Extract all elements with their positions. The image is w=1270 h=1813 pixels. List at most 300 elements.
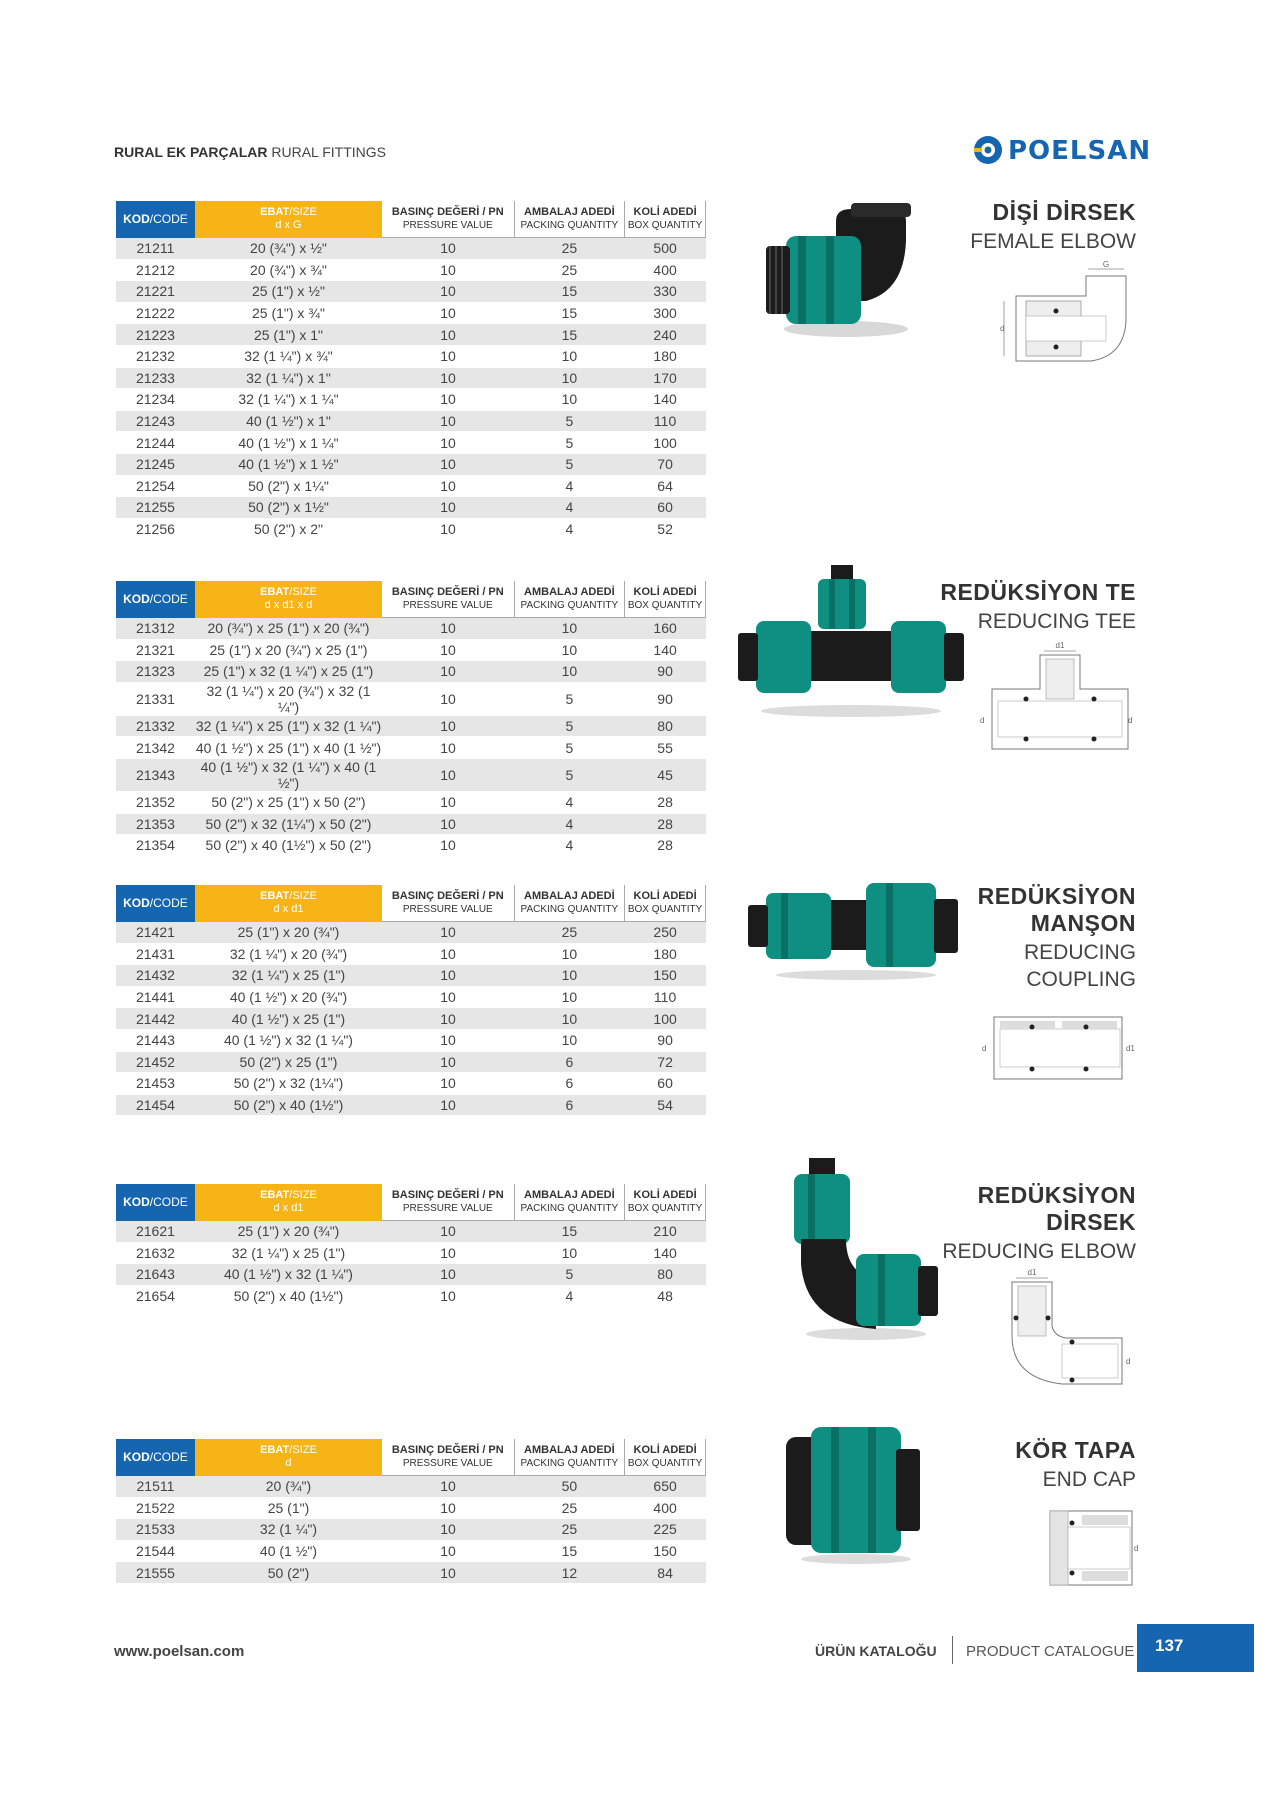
cell-box: 400 <box>625 259 706 281</box>
cell-pressure: 10 <box>382 324 514 346</box>
poelsan-logo <box>972 134 1152 166</box>
cell-size: 25 (1") x 20 (¾") <box>195 922 382 944</box>
cell-packing: 4 <box>514 518 625 540</box>
cell-packing: 10 <box>514 367 625 389</box>
reducing-coupling-photo <box>746 875 966 985</box>
table-row <box>116 922 706 944</box>
cell-pressure: 10 <box>382 238 514 260</box>
table-row <box>116 1476 706 1498</box>
cell-packing: 6 <box>514 1073 625 1095</box>
cell-packing: 10 <box>514 661 625 683</box>
header-packing: AMBALAJ ADEDİ PACKING QUANTITY <box>514 885 625 922</box>
cell-code: 21353 <box>116 813 195 835</box>
cell-pressure: 10 <box>382 791 514 813</box>
cell-pressure: 10 <box>382 389 514 411</box>
cell-box: 140 <box>625 639 706 661</box>
table-row <box>116 1562 706 1584</box>
table-row <box>116 618 706 640</box>
header-code: KOD/CODE <box>116 1439 195 1476</box>
spec-table <box>116 201 706 540</box>
cell-code: 21352 <box>116 791 195 813</box>
cell-code: 21342 <box>116 737 195 759</box>
cell-packing: 6 <box>514 1051 625 1073</box>
cell-box: 55 <box>625 737 706 759</box>
table-row <box>116 813 706 835</box>
cell-pressure: 10 <box>382 813 514 835</box>
cell-code: 21233 <box>116 367 195 389</box>
cell-box: 650 <box>625 1476 706 1498</box>
cell-box: 90 <box>625 1029 706 1051</box>
spec-table <box>116 885 706 1116</box>
header-packing: AMBALAJ ADEDİ PACKING QUANTITY <box>514 1439 625 1476</box>
cell-packing: 10 <box>514 618 625 640</box>
cell-box: 170 <box>625 367 706 389</box>
cell-code: 21643 <box>116 1264 195 1286</box>
cell-pressure: 10 <box>382 737 514 759</box>
product-title-tr: REDÜKSİYON <box>977 1182 1136 1208</box>
cell-size: 32 (1 ¼") <box>195 1519 382 1541</box>
cell-size: 32 (1 ¼") x 20 (¾") <box>195 943 382 965</box>
cell-pressure: 10 <box>382 518 514 540</box>
cell-box: 48 <box>625 1285 706 1307</box>
cell-pressure: 10 <box>382 1540 514 1562</box>
table-row <box>116 1029 706 1051</box>
table-row <box>116 1051 706 1073</box>
cell-size: 32 (1 ¼") x 1" <box>195 367 382 389</box>
cell-size: 40 (1 ½") x 25 (1") <box>195 1008 382 1030</box>
cell-box: 400 <box>625 1497 706 1519</box>
diagram-label-d1: d1 <box>1126 1044 1135 1053</box>
cell-code: 21331 <box>116 682 195 715</box>
table-row <box>116 432 706 454</box>
cell-size: 40 (1 ½") x 32 (1 ¼") <box>195 1264 382 1286</box>
table-row <box>116 410 706 432</box>
cell-packing: 4 <box>514 813 625 835</box>
reducing-elbow-diagram <box>1002 1266 1136 1392</box>
section-reducing-coupling <box>116 885 1136 1135</box>
cell-size: 50 (2") x 2" <box>195 518 382 540</box>
page-number: 137 <box>1155 1636 1184 1655</box>
header-size: EBAT/SIZE d x d1 x d <box>195 581 382 618</box>
cell-size: 50 (2") x 25 (1") x 50 (2") <box>195 791 382 813</box>
cell-pressure: 10 <box>382 922 514 944</box>
table-row <box>116 324 706 346</box>
section-end-cap <box>116 1437 1139 1619</box>
table-row <box>116 1008 706 1030</box>
cell-box: 140 <box>625 1242 706 1264</box>
cell-packing: 5 <box>514 453 625 475</box>
product-title-en: END CAP <box>1042 1468 1136 1491</box>
cell-box: 500 <box>625 238 706 260</box>
cell-packing: 10 <box>514 345 625 367</box>
product-title-tr: KÖR TAPA <box>1015 1437 1136 1463</box>
cell-packing: 25 <box>514 238 625 260</box>
cell-code: 21323 <box>116 661 195 683</box>
cell-box: 84 <box>625 1562 706 1584</box>
cell-box: 90 <box>625 661 706 683</box>
cell-code: 21443 <box>116 1029 195 1051</box>
cell-box: 240 <box>625 324 706 346</box>
cell-size: 40 (1 ½") <box>195 1540 382 1562</box>
header-pressure: BASINÇ DEĞERİ / PN PRESSURE VALUE <box>382 201 514 238</box>
cell-pressure: 10 <box>382 453 514 475</box>
cell-pressure: 10 <box>382 1221 514 1243</box>
cell-code: 21211 <box>116 238 195 260</box>
cell-pressure: 10 <box>382 943 514 965</box>
cell-box: 54 <box>625 1094 706 1116</box>
table-row <box>116 345 706 367</box>
spec-table <box>116 1439 706 1584</box>
cell-box: 64 <box>625 475 706 497</box>
header-pressure: BASINÇ DEĞERİ / PN PRESSURE VALUE <box>382 581 514 618</box>
footer-divider <box>952 1636 953 1664</box>
cell-packing: 4 <box>514 497 625 519</box>
table-row <box>116 259 706 281</box>
cell-pressure: 10 <box>382 618 514 640</box>
cell-pressure: 10 <box>382 835 514 857</box>
diagram-label-d: d <box>982 1044 987 1053</box>
cell-code: 21555 <box>116 1562 195 1584</box>
product-title-tr-line2: DİRSEK <box>1046 1209 1136 1235</box>
cell-packing: 10 <box>514 1029 625 1051</box>
table-row <box>116 835 706 857</box>
cell-size: 25 (1") x ½" <box>195 281 382 303</box>
cell-packing: 10 <box>514 986 625 1008</box>
cell-pressure: 10 <box>382 1073 514 1095</box>
header-size: EBAT/SIZE d <box>195 1439 382 1476</box>
cell-code: 21212 <box>116 259 195 281</box>
cell-size: 32 (1 ¼") x 25 (1") <box>195 965 382 987</box>
cell-packing: 5 <box>514 737 625 759</box>
cell-packing: 10 <box>514 1242 625 1264</box>
cell-pressure: 10 <box>382 1476 514 1498</box>
cell-box: 180 <box>625 345 706 367</box>
table-row <box>116 518 706 540</box>
table-row <box>116 453 706 475</box>
table-row <box>116 1221 706 1243</box>
header-code: KOD/CODE <box>116 201 195 238</box>
cell-pressure: 10 <box>382 1285 514 1307</box>
cell-code: 21632 <box>116 1242 195 1264</box>
cell-code: 21245 <box>116 453 195 475</box>
cell-code: 21254 <box>116 475 195 497</box>
cell-code: 21244 <box>116 432 195 454</box>
cell-code: 21312 <box>116 618 195 640</box>
cell-packing: 50 <box>514 1476 625 1498</box>
cell-box: 70 <box>625 453 706 475</box>
reducing-tee-photo <box>736 561 966 721</box>
cell-packing: 5 <box>514 715 625 737</box>
section-reducing-tee <box>116 579 1136 854</box>
spec-table <box>116 581 706 857</box>
reducing-elbow-photo <box>756 1154 956 1354</box>
header-size: EBAT/SIZE d x d1 <box>195 885 382 922</box>
cell-pressure: 10 <box>382 1497 514 1519</box>
cell-pressure: 10 <box>382 1519 514 1541</box>
cell-box: 160 <box>625 618 706 640</box>
header-code: KOD/CODE <box>116 1184 195 1221</box>
cell-packing: 4 <box>514 1285 625 1307</box>
cell-pressure: 10 <box>382 259 514 281</box>
cell-pressure: 10 <box>382 1264 514 1286</box>
cell-pressure: 10 <box>382 345 514 367</box>
logo-mark-icon <box>972 134 1006 166</box>
header-pressure: BASINÇ DEĞERİ / PN PRESSURE VALUE <box>382 885 514 922</box>
table-row <box>116 639 706 661</box>
table-row <box>116 1094 706 1116</box>
cell-code: 21321 <box>116 639 195 661</box>
table-row <box>116 1519 706 1541</box>
table-row <box>116 1242 706 1264</box>
product-title-tr: REDÜKSİYON <box>977 883 1136 909</box>
table-row <box>116 715 706 737</box>
table-row <box>116 682 706 715</box>
cell-packing: 4 <box>514 475 625 497</box>
page-title: RURAL EK PARÇALAR RURAL FITTINGS <box>114 144 386 160</box>
table-row <box>116 302 706 324</box>
page-number-box <box>1137 1624 1254 1672</box>
cell-box: 180 <box>625 943 706 965</box>
cell-size: 25 (1") x 20 (¾") x 25 (1") <box>195 639 382 661</box>
reducing-tee-diagram <box>978 639 1136 769</box>
cell-code: 21421 <box>116 922 195 944</box>
cell-size: 25 (1") x ¾" <box>195 302 382 324</box>
cell-code: 21654 <box>116 1285 195 1307</box>
cell-box: 80 <box>625 715 706 737</box>
female-elbow-photo <box>756 201 956 351</box>
diagram-label-d-left: d <box>980 716 985 725</box>
cell-size: 32 (1 ¼") x 25 (1") x 32 (1 ¼") <box>195 715 382 737</box>
cell-box: 52 <box>625 518 706 540</box>
cell-box: 250 <box>625 922 706 944</box>
table-row <box>116 238 706 260</box>
cell-code: 21343 <box>116 758 195 791</box>
cell-size: 40 (1 ½") x 20 (¾") <box>195 986 382 1008</box>
cell-box: 140 <box>625 389 706 411</box>
cell-size: 25 (1") x 1" <box>195 324 382 346</box>
cell-pressure: 10 <box>382 682 514 715</box>
cell-packing: 10 <box>514 943 625 965</box>
cell-size: 50 (2") x 32 (1¼") x 50 (2") <box>195 813 382 835</box>
header-code: KOD/CODE <box>116 581 195 618</box>
cell-box: 100 <box>625 1008 706 1030</box>
cell-code: 21544 <box>116 1540 195 1562</box>
cell-code: 21256 <box>116 518 195 540</box>
product-title-tr: REDÜKSİYON TE <box>940 579 1136 605</box>
product-title-en: REDUCING <box>1023 941 1136 964</box>
cell-packing: 15 <box>514 302 625 324</box>
cell-code: 21234 <box>116 389 195 411</box>
cell-code: 21522 <box>116 1497 195 1519</box>
cell-box: 80 <box>625 1264 706 1286</box>
product-title-en: REDUCING TEE <box>977 610 1136 633</box>
header-box: KOLİ ADEDİ BOX QUANTITY <box>625 1184 706 1221</box>
cell-box: 28 <box>625 791 706 813</box>
cell-size: 32 (1 ¼") x 25 (1") <box>195 1242 382 1264</box>
cell-packing: 4 <box>514 791 625 813</box>
cell-pressure: 10 <box>382 281 514 303</box>
cell-pressure: 10 <box>382 302 514 324</box>
cell-size: 32 (1 ¼") x 20 (¾") x 32 (1 ¼") <box>195 682 382 715</box>
cell-pressure: 10 <box>382 410 514 432</box>
product-title-tr-line2: MANŞON <box>1030 910 1136 936</box>
cell-size: 20 (¾") x 25 (1") x 20 (¾") <box>195 618 382 640</box>
table-row <box>116 389 706 411</box>
cell-box: 150 <box>625 1540 706 1562</box>
cell-size: 40 (1 ½") x 1 ½" <box>195 453 382 475</box>
cell-pressure: 10 <box>382 475 514 497</box>
cell-code: 21223 <box>116 324 195 346</box>
table-row <box>116 758 706 791</box>
table-row <box>116 943 706 965</box>
cell-box: 28 <box>625 813 706 835</box>
cell-code: 21442 <box>116 1008 195 1030</box>
cell-packing: 10 <box>514 965 625 987</box>
cell-code: 21454 <box>116 1094 195 1116</box>
header-pressure: BASINÇ DEĞERİ / PN PRESSURE VALUE <box>382 1184 514 1221</box>
cell-pressure: 10 <box>382 1051 514 1073</box>
header-size: EBAT/SIZE d x G <box>195 201 382 238</box>
cell-code: 21453 <box>116 1073 195 1095</box>
cell-size: 50 (2") <box>195 1562 382 1584</box>
cell-pressure: 10 <box>382 432 514 454</box>
cell-box: 330 <box>625 281 706 303</box>
diagram-label-d: d <box>1126 1357 1131 1366</box>
cell-size: 50 (2") x 1½" <box>195 497 382 519</box>
cell-size: 40 (1 ½") x 1" <box>195 410 382 432</box>
diagram-label-d1: d1 <box>1055 641 1065 650</box>
cell-packing: 25 <box>514 922 625 944</box>
cell-code: 21441 <box>116 986 195 1008</box>
logo-text: POELSAN <box>1008 136 1152 166</box>
header-packing: AMBALAJ ADEDİ PACKING QUANTITY <box>514 1184 625 1221</box>
cell-box: 90 <box>625 682 706 715</box>
cell-code: 21431 <box>116 943 195 965</box>
header-box: KOLİ ADEDİ BOX QUANTITY <box>625 201 706 238</box>
diagram-label-d: d <box>1134 1544 1139 1553</box>
cell-box: 100 <box>625 432 706 454</box>
cell-code: 21221 <box>116 281 195 303</box>
cell-pressure: 10 <box>382 1008 514 1030</box>
end-cap-diagram <box>1042 1505 1142 1591</box>
cell-packing: 25 <box>514 259 625 281</box>
table-row <box>116 1540 706 1562</box>
cell-size: 25 (1") <box>195 1497 382 1519</box>
cell-packing: 15 <box>514 1221 625 1243</box>
cell-box: 300 <box>625 302 706 324</box>
cell-code: 21222 <box>116 302 195 324</box>
reducing-coupling-diagram <box>982 1007 1138 1089</box>
end-cap-photo <box>776 1419 936 1569</box>
cell-code: 21432 <box>116 965 195 987</box>
cell-packing: 5 <box>514 1264 625 1286</box>
cell-pressure: 10 <box>382 367 514 389</box>
cell-box: 110 <box>625 410 706 432</box>
header-box: KOLİ ADEDİ BOX QUANTITY <box>625 885 706 922</box>
cell-size: 40 (1 ½") x 25 (1") x 40 (1 ½") <box>195 737 382 759</box>
cell-size: 20 (¾") x ¾" <box>195 259 382 281</box>
header-packing: AMBALAJ ADEDİ PACKING QUANTITY <box>514 581 625 618</box>
cell-pressure: 10 <box>382 661 514 683</box>
website-link[interactable]: www.poelsan.com <box>114 1643 245 1660</box>
cell-box: 28 <box>625 835 706 857</box>
cell-packing: 25 <box>514 1497 625 1519</box>
cell-code: 21232 <box>116 345 195 367</box>
cell-pressure: 10 <box>382 986 514 1008</box>
header-pressure: BASINÇ DEĞERİ / PN PRESSURE VALUE <box>382 1439 514 1476</box>
cell-box: 110 <box>625 986 706 1008</box>
cell-box: 60 <box>625 497 706 519</box>
cell-pressure: 10 <box>382 1562 514 1584</box>
cell-packing: 5 <box>514 432 625 454</box>
cell-size: 40 (1 ½") x 32 (1 ¼") <box>195 1029 382 1051</box>
product-title-en: REDUCING ELBOW <box>942 1240 1136 1263</box>
table-row <box>116 281 706 303</box>
cell-code: 21452 <box>116 1051 195 1073</box>
header-box: KOLİ ADEDİ BOX QUANTITY <box>625 581 706 618</box>
cell-pressure: 10 <box>382 1029 514 1051</box>
cell-pressure: 10 <box>382 497 514 519</box>
diagram-label-d1: d1 <box>1027 1268 1037 1277</box>
header-code: KOD/CODE <box>116 885 195 922</box>
cell-size: 50 (2") x 1¼" <box>195 475 382 497</box>
table-row <box>116 737 706 759</box>
cell-packing: 10 <box>514 389 625 411</box>
spec-table <box>116 1184 706 1307</box>
table-row <box>116 1073 706 1095</box>
section-reducing-elbow <box>116 1184 1136 1424</box>
cell-box: 225 <box>625 1519 706 1541</box>
cell-packing: 4 <box>514 835 625 857</box>
cell-packing: 5 <box>514 682 625 715</box>
product-title-tr: DİŞİ DİRSEK <box>992 199 1136 225</box>
header-box: KOLİ ADEDİ BOX QUANTITY <box>625 1439 706 1476</box>
cell-packing: 15 <box>514 324 625 346</box>
cell-packing: 6 <box>514 1094 625 1116</box>
product-title-en-line2: COUPLING <box>1026 968 1136 991</box>
cell-pressure: 10 <box>382 715 514 737</box>
cell-code: 21255 <box>116 497 195 519</box>
table-row <box>116 965 706 987</box>
cell-packing: 5 <box>514 758 625 791</box>
cell-packing: 15 <box>514 281 625 303</box>
cell-packing: 15 <box>514 1540 625 1562</box>
header-size: EBAT/SIZE d x d1 <box>195 1184 382 1221</box>
cell-code: 21511 <box>116 1476 195 1498</box>
catalogue-title-tr: ÜRÜN KATALOĞU <box>815 1643 937 1659</box>
diagram-label-d: d <box>1000 324 1005 333</box>
cell-size: 25 (1") x 20 (¾") <box>195 1221 382 1243</box>
table-row <box>116 1264 706 1286</box>
cell-box: 45 <box>625 758 706 791</box>
table-row <box>116 1285 706 1307</box>
cell-size: 20 (¾") <box>195 1476 382 1498</box>
table-row <box>116 1497 706 1519</box>
diagram-label-d-right: d <box>1128 716 1133 725</box>
section-female-elbow <box>116 199 1136 538</box>
cell-size: 50 (2") x 40 (1½") <box>195 1285 382 1307</box>
cell-packing: 5 <box>514 410 625 432</box>
cell-pressure: 10 <box>382 758 514 791</box>
catalogue-title-en: PRODUCT CATALOGUE <box>966 1643 1135 1660</box>
cell-code: 21621 <box>116 1221 195 1243</box>
cell-size: 50 (2") x 40 (1½") x 50 (2") <box>195 835 382 857</box>
cell-code: 21243 <box>116 410 195 432</box>
table-row <box>116 475 706 497</box>
cell-pressure: 10 <box>382 639 514 661</box>
cell-packing: 10 <box>514 1008 625 1030</box>
cell-packing: 10 <box>514 639 625 661</box>
